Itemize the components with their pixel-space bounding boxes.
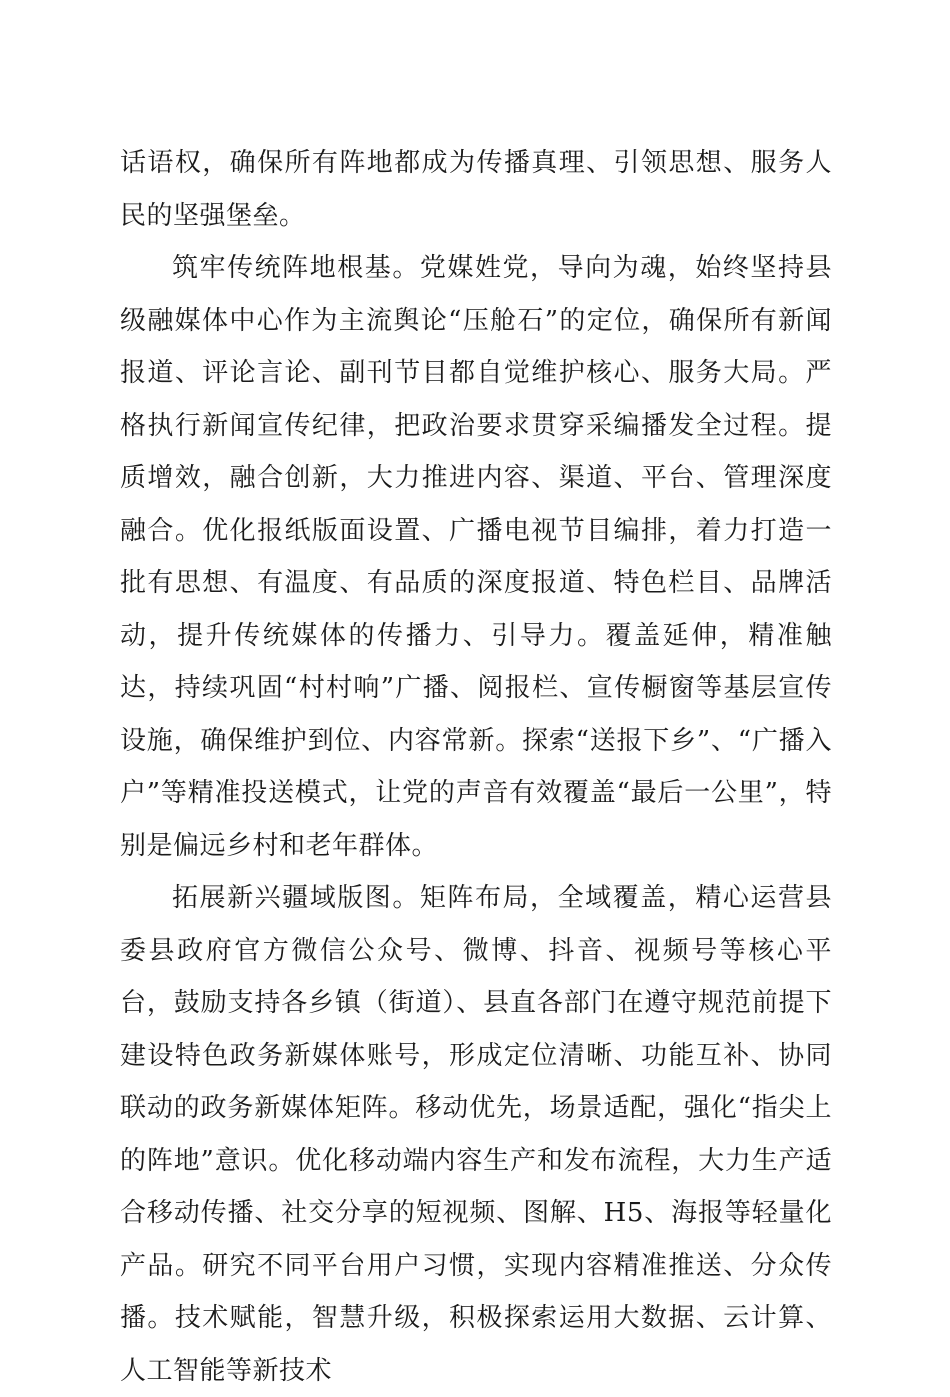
paragraph-new-media: 拓展新兴疆域版图。矩阵布局，全域覆盖，精心运营县委县政府官方微信公众号、微博、抖音、视频号等核心平台，鼓励支持各乡镇（街道）、县直各部门在遵守规范前提下建设特色政务新媒体账号，形成定位清晰、功能互补、协同联动的政务新媒体矩阵。移动优先，场景适配，强化“指尖上的阵地”意识。优化移动端内容生产和发布流程，大力生产适合移动传播、社交分享的短视频、图解、H5、海报等轻量化产品。研究不同平台用户习惯，实现内容精准推送、分众传播。技术赋能，智慧升级，积极探索运用大数据、云计算、人工智能等新技术 bbox=[120, 883, 832, 1386]
document-body bbox=[120, 137, 832, 1397]
paragraph-continuation: 话语权，确保所有阵地都成为传播真理、引领思想、服务人民的坚强堡垒。 bbox=[120, 148, 832, 231]
paragraph-traditional-media: 筑牢传统阵地根基。党媒姓党，导向为魂，始终坚持县级融媒体中心作为主流舆论“压舱石”的定位，确保所有新闻报道、评论言论、副刊节目都自觉维护核心、服务大局。严格执行新闻宣传纪律，把政治要求贯穿采编播发全过程。提质增效，融合创新，大力推进内容、渠道、平台、管理深度融合。优化报纸版面设置、广播电视节目编排，着力打造一批有思想、有温度、有品质的深度报道、特色栏目、品牌活动，提升传统媒体的传播力、引导力。覆盖延伸，精准触达，持续巩固“村村响”广播、阅报栏、宣传橱窗等基层宣传设施，确保维护到位、内容常新。探索“送报下乡”、“广播入户”等精准投送模式，让党的声音有效覆盖“最后一公里”，特别是偏远乡村和老年群体。 bbox=[120, 253, 832, 861]
